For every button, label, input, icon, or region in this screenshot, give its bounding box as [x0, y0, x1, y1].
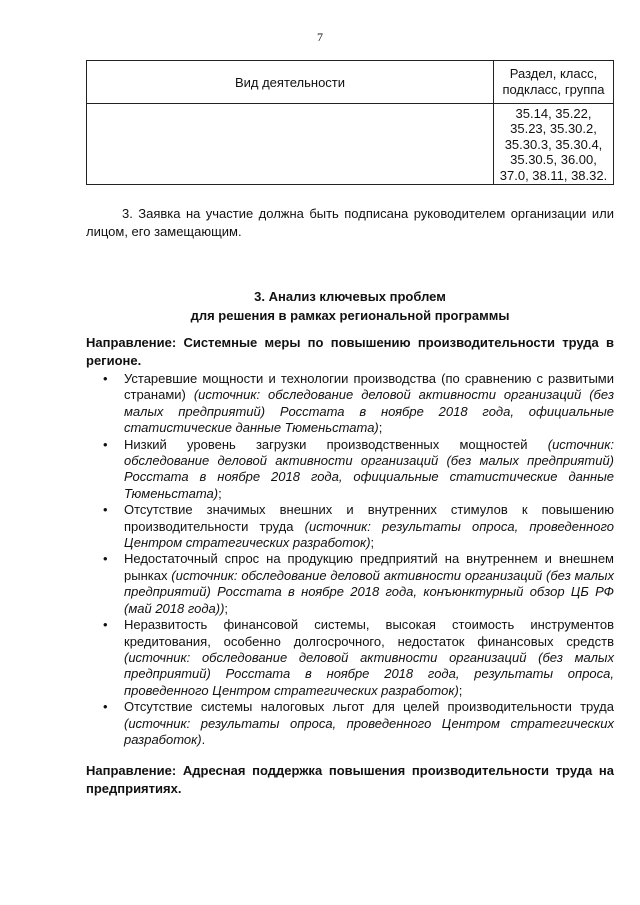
item-source: (источник: результаты опроса, проведенного Центром стратегических разработок) [124, 518, 614, 551]
code-line: 37.0, 38.11, 38.32. [499, 167, 608, 183]
item-source: (источник: результаты опроса, проведенного Центром стратегических разработок) [124, 715, 614, 747]
code-line: 35.30.5, 36.00, [510, 152, 597, 168]
header-activity: Вид деятельности [87, 61, 494, 104]
code-line: 35.14, 35.22, [515, 106, 592, 121]
activity-cell [87, 104, 494, 185]
header-section-line: подкласс, группа [502, 82, 605, 97]
item-end: ; [458, 682, 463, 698]
item-end: ; [224, 600, 229, 616]
section-title-line: 3. Анализ ключевых проблем [254, 289, 446, 304]
activity-table [86, 60, 614, 185]
item-end: ; [218, 485, 222, 501]
header-section-line: Раздел, класс, [509, 66, 598, 81]
code-line: 35.30.3, 35.30.4, [504, 136, 603, 152]
list-item [86, 551, 614, 617]
item-end: . [201, 731, 206, 747]
problems-list [86, 371, 614, 748]
codes-cell [494, 104, 614, 185]
bullet-icon: • [103, 617, 108, 633]
paragraph-application: 3. Заявка на участие должна быть подписана руководителем организации или лицом, его замещающим. [86, 206, 614, 239]
item-text: Недостаточный спрос на продукцию предприятий на внутреннем и внешнем рынках [124, 551, 614, 583]
item-text: Отсутствие значимых внешних и внутренних стимулов к повышению производительности труда [124, 502, 614, 534]
bullet-icon: • [103, 551, 108, 567]
code-line: 35.23, 35.30.2, [510, 121, 597, 137]
bullet-icon: • [103, 502, 108, 518]
item-end: ; [370, 535, 375, 551]
list-item [86, 502, 614, 551]
direction-heading-2: Направление: Адресная поддержка повышения производительности труда на предприятиях. [86, 763, 614, 796]
item-source: (источник: обследование деловой активности организаций (без малых предприятий) Росстата в ноябре 2018 года, конъюнктурный обзор ЦБ РФ (май 2018 года)) [124, 567, 614, 616]
bullet-icon: • [103, 436, 108, 452]
list-item [86, 699, 614, 748]
item-source: (источник: обследование деловой активности организаций (без малых предприятий) Росстата в ноябре 2018 года, официальные статистические данные Тюменьстата) [124, 436, 614, 501]
bullet-icon: • [103, 699, 108, 715]
item-text: Неразвитость финансовой системы, высокая стоимость инструментов кредитования, особенно долгосрочного, недостаток финансовых средств [124, 617, 614, 649]
header-section [494, 61, 614, 104]
item-source: (источник: обследование деловой активности организаций (без малых предприятий) Росстата в ноябре 2018 года, официальные статистические данные Тюменьстата) [124, 387, 614, 436]
list-item [86, 371, 614, 437]
section-title-line: для решения в рамках региональной программы [190, 308, 510, 323]
item-source: (источник: обследование деловой активности организаций (без малых предприятий) Росстата в ноябре 2018 года, результаты опроса, проведенного Центром стратегических разработок) [124, 649, 614, 698]
list-item [86, 437, 614, 503]
bullet-icon: • [103, 371, 108, 386]
direction-heading-1: Направление: Системные меры по повышению производительности труда в регионе. [86, 335, 614, 368]
item-end: ; [378, 420, 383, 436]
item-text: Отсутствие системы налоговых льгот для целей производительности труда [124, 699, 614, 715]
item-text: Низкий уровень загрузки производственных мощностей [124, 436, 548, 452]
list-item [86, 617, 614, 699]
section-title [86, 287, 614, 325]
table-header-row [87, 61, 614, 104]
item-text: Устаревшие мощности и технологии производства (по сравнению с развитыми странами) [124, 371, 614, 403]
page-number: 7 [317, 30, 323, 44]
table-row [87, 104, 614, 185]
